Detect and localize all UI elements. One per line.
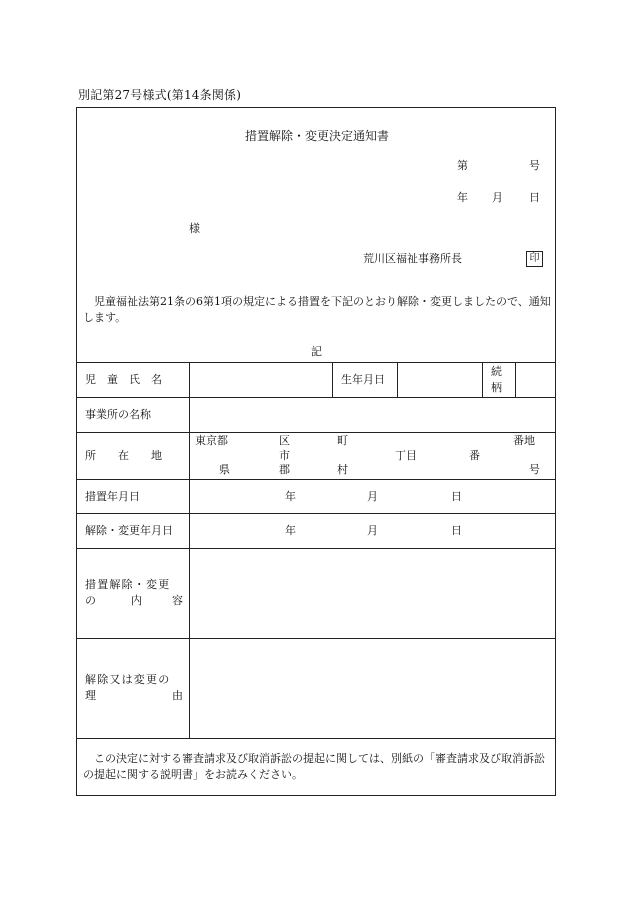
- label-contents-2b: 内: [131, 594, 142, 607]
- label-reason-1: 解除又は変更の: [85, 673, 171, 686]
- form-title: 措置解除・変更決定通知書: [245, 129, 390, 143]
- label-relation-1: 続: [491, 365, 502, 378]
- label-reason-2a: 理: [85, 689, 96, 702]
- table-line: [515, 362, 516, 397]
- label-reason-2b: 由: [172, 689, 183, 702]
- addr-gun: 郡: [279, 463, 290, 476]
- footer-note: この決定に対する審査請求及び取消訴訟の提起に関しては、別紙の「審査請求及び取消訴訟の提起に関する説明書」をお読みください。: [83, 752, 545, 781]
- release-day: 日: [451, 524, 462, 537]
- table-line: [77, 397, 555, 398]
- table-line: [332, 362, 333, 397]
- table-line: [482, 362, 483, 397]
- table-line: [189, 362, 190, 738]
- addr-chome: 丁目: [395, 449, 417, 462]
- form-caption: 別記第27号様式(第14条関係): [78, 88, 242, 102]
- addr-banchi: 番地: [513, 434, 535, 447]
- number-prefix: 第: [457, 159, 468, 172]
- addr-shi: 市: [279, 449, 290, 462]
- label-birthdate: 生年月日: [341, 373, 385, 386]
- addressee-suffix: 様: [189, 222, 200, 235]
- date-day: 日: [529, 191, 540, 204]
- addr-ban: 番: [469, 449, 480, 462]
- table-line: [77, 548, 555, 549]
- table-line: [77, 479, 555, 480]
- label-child-name: 児 童 氏 名: [85, 373, 162, 386]
- label-measure-date: 措置年月日: [85, 490, 140, 503]
- date-year: 年: [457, 191, 468, 204]
- addr-machi: 町: [337, 434, 348, 447]
- label-relation-2: 柄: [491, 381, 502, 394]
- addr-mura: 村: [337, 463, 348, 476]
- date-month: 月: [492, 191, 503, 204]
- label-contents-2a: の: [85, 594, 96, 607]
- label-release-change-date: 解除・変更年月日: [85, 524, 173, 537]
- label-office-name: 事業所の名称: [85, 408, 151, 421]
- sender-name: 荒川区福祉事務所長: [363, 252, 462, 265]
- measure-month: 月: [367, 490, 378, 503]
- number-suffix: 号: [529, 159, 540, 172]
- measure-year: 年: [285, 490, 296, 503]
- release-year: 年: [285, 524, 296, 537]
- seal-mark: 印: [526, 251, 543, 267]
- table-line: [77, 432, 555, 433]
- table-line: [77, 638, 555, 639]
- table-line: [397, 362, 398, 397]
- table-line: [77, 513, 555, 514]
- notice-form: [76, 107, 556, 796]
- release-month: 月: [367, 524, 378, 537]
- measure-day: 日: [451, 490, 462, 503]
- label-address: 所 在 地: [85, 449, 162, 462]
- table-line: [77, 362, 555, 363]
- body-text: 児童福祉法第21条の6第1項の規定による措置を下記のとおり解除・変更しましたので、通知します。: [83, 295, 551, 324]
- ki-heading: 記: [311, 345, 322, 358]
- label-contents-2c: 容: [172, 594, 183, 607]
- addr-tokyo: 東京都: [195, 434, 228, 447]
- table-line: [77, 738, 555, 739]
- addr-ku: 区: [279, 434, 290, 447]
- label-contents-1: 措置解除・変更: [85, 578, 171, 591]
- addr-go: 号: [529, 463, 540, 476]
- addr-ken: 県: [219, 463, 230, 476]
